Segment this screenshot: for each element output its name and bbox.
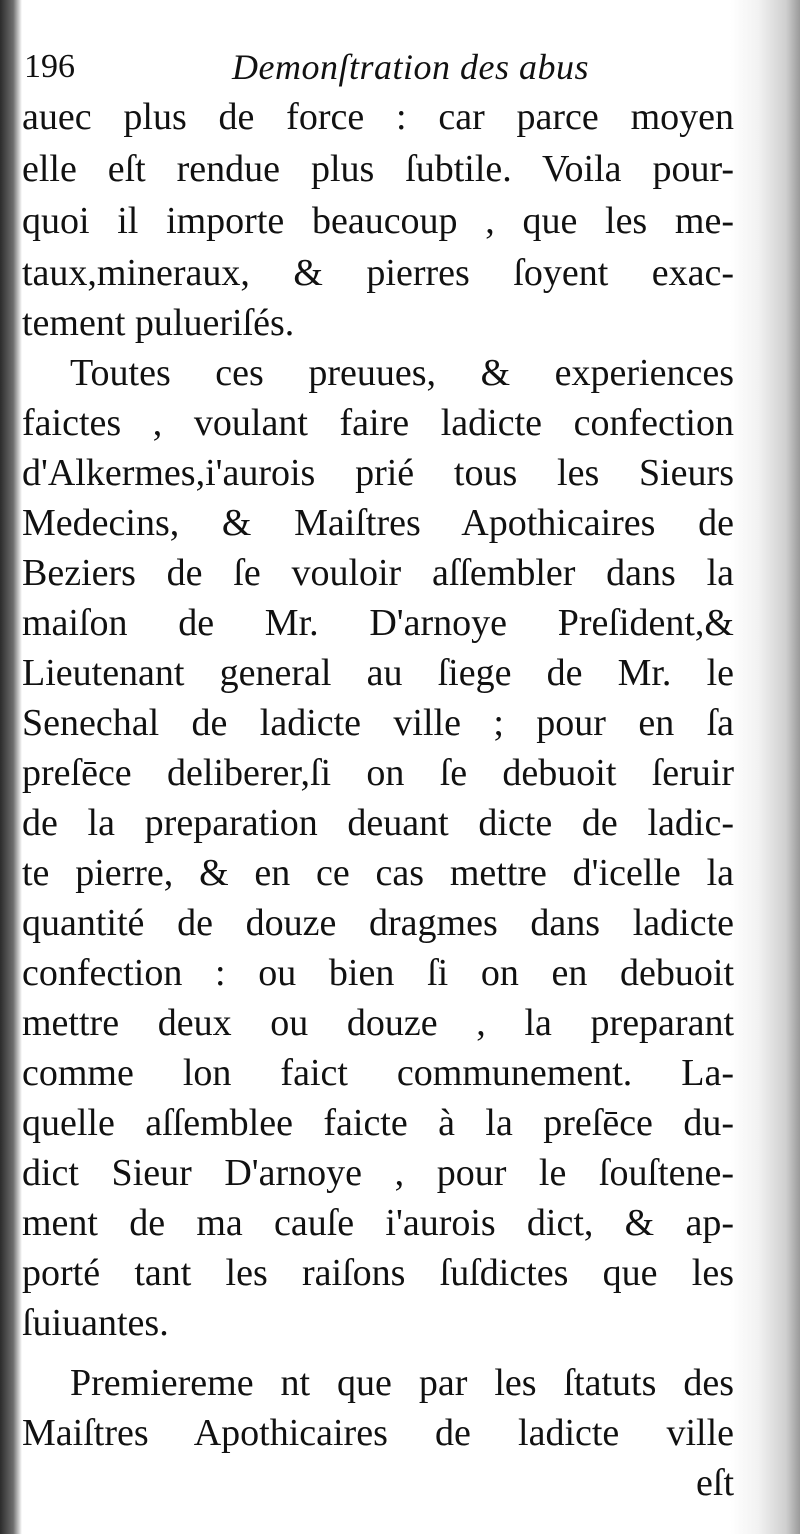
text-line: maiſon de Mr. D'arnoye Preſident,& [22,602,734,644]
page-edge-shadow [730,0,800,1534]
text-line: te pierre, & en ce cas mettre d'icelle la [22,852,734,894]
text-line: ſuiuantes. [22,1302,169,1344]
text-line: confection : ou bien ſi on en debuoit [22,952,734,994]
text-line: mettre deux ou douze , la preparant [22,1002,734,1044]
text-line: Lieutenant general au ſiege de Mr. le [22,652,734,694]
page-text-block [22,0,734,1504]
text-line: comme lon faict communement. La- [22,1052,734,1094]
text-line: Medecins, & Maiſtres Apothicaires de [22,502,734,544]
running-title: Demonſtration des abus [232,47,589,87]
text-line: auec plus de force : car parce moyen [22,96,734,138]
text-line: ment de ma cauſe i'aurois dict, & ap- [22,1202,734,1244]
text-line: tement pulueriſés. [22,302,295,344]
text-line: quoi il importe beaucoup , que les me- [22,200,734,242]
text-line: de la preparation deuant dicte de ladic- [22,802,734,844]
text-line: Premiereme nt que par les ſtatuts des [70,1362,734,1404]
text-line: faictes , voulant faire ladicte confection [22,402,734,444]
text-line: porté tant les raiſons ſuſdictes que les [22,1252,734,1294]
catchword: eſt [696,1462,734,1504]
page-gutter-shadow [0,0,22,1534]
text-line: quelle aſſemblee faicte à la preſēce du- [22,1102,734,1144]
text-line: preſēce deliberer,ſi on ſe debuoit ſeruir [22,752,734,794]
text-line: quantité de douze dragmes dans ladicte [22,902,734,944]
page-header [22,0,734,92]
text-line: Toutes ces preuues, & experiences [70,352,734,394]
text-line: elle eſt rendue plus ſubtile. Voila pour- [22,148,734,190]
text-line: Senechal de ladicte ville ; pour en ſa [22,702,734,744]
page-number: 196 [24,48,75,85]
text-line: Maiſtres Apothicaires de ladicte ville [22,1412,734,1454]
text-line: d'Alkermes,i'aurois prié tous les Sieurs [22,452,734,494]
text-line: Beziers de ſe vouloir aſſembler dans la [22,552,734,594]
text-line: taux,mineraux, & pierres ſoyent exac- [22,252,734,294]
text-line: dict Sieur D'arnoye , pour le ſouſtene- [22,1152,734,1194]
